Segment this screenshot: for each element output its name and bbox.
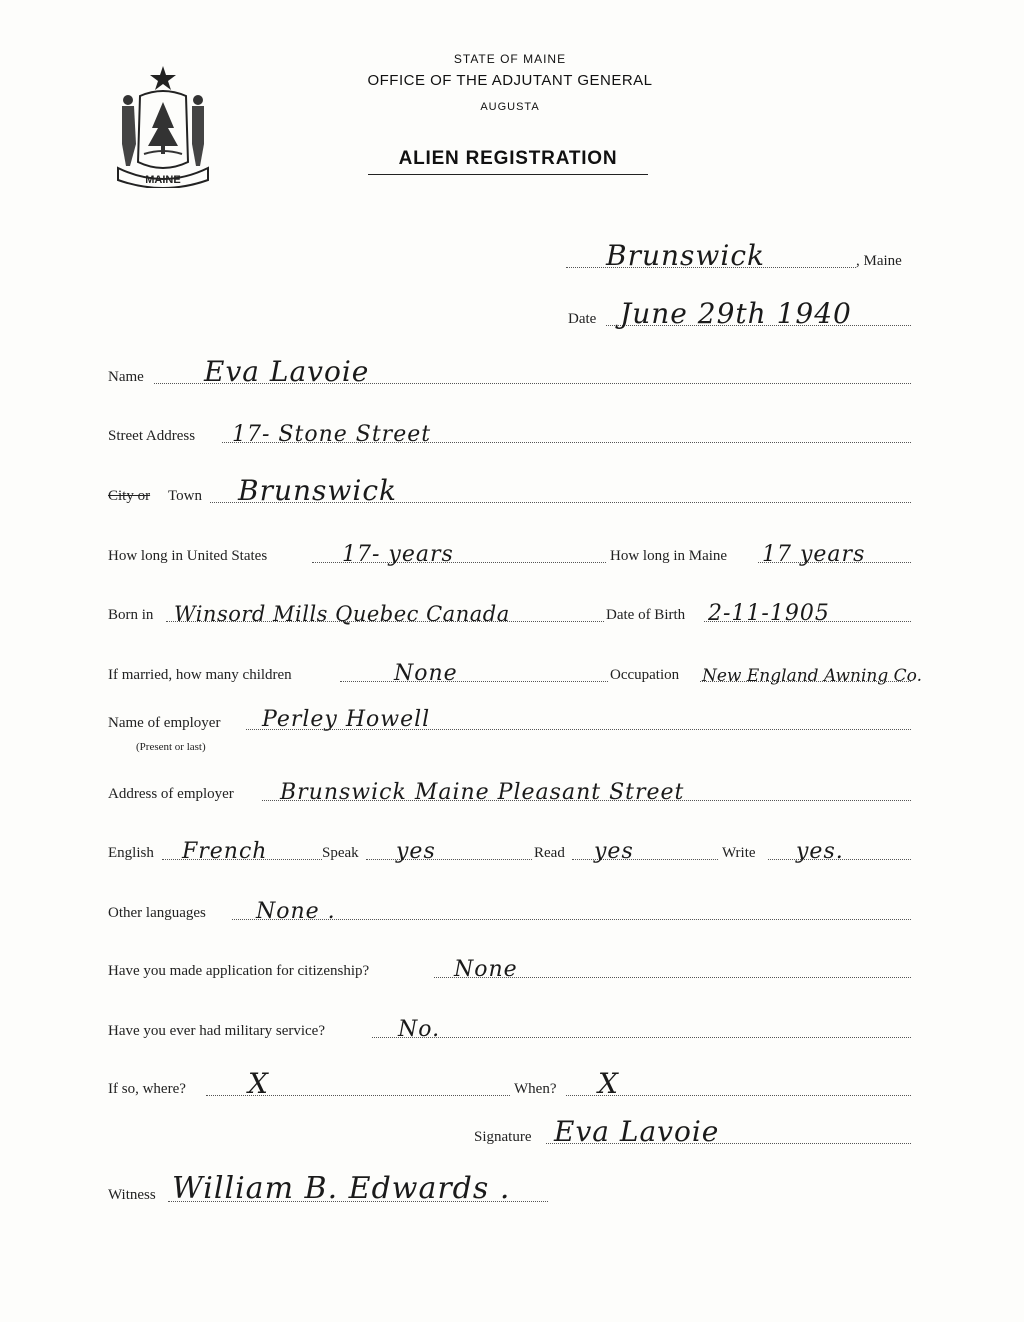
children-row [108, 646, 922, 686]
svg-text:MAINE: MAINE [145, 174, 181, 186]
when-value[interactable]: X [598, 1067, 619, 1100]
speak-value[interactable]: yes [396, 839, 436, 864]
employer-value[interactable]: Perley Howell [262, 707, 431, 732]
write-label: Write [722, 845, 756, 861]
name-row [108, 348, 911, 388]
witness-row [108, 1166, 911, 1206]
signature-value[interactable]: Eva Lavoie [554, 1115, 720, 1148]
service-row [108, 1060, 911, 1100]
signature-row [108, 1108, 911, 1148]
street-row [108, 407, 911, 447]
date-value[interactable]: June 29th 1940 [620, 297, 852, 330]
other-languages-row [108, 884, 911, 924]
dob-value[interactable]: 2-11-1905 [708, 601, 830, 626]
citizenship-value[interactable]: None [454, 957, 518, 982]
occupation-value[interactable]: New England Awning Co. [702, 666, 922, 686]
name-value[interactable]: Eva Lavoie [204, 355, 370, 388]
maine-time-value[interactable]: 17 years [762, 542, 866, 567]
residence-row [108, 527, 911, 567]
children-line [340, 681, 608, 682]
employer-row [108, 702, 911, 753]
header-city: AUGUSTA [480, 101, 540, 113]
header-state: STATE OF MAINE [453, 52, 567, 66]
town-row [108, 467, 911, 507]
military-line [372, 1037, 911, 1038]
other-languages-value[interactable]: None . [256, 899, 336, 924]
military-row [108, 1002, 911, 1042]
when-label: When? [514, 1081, 557, 1097]
street-value[interactable]: 17- Stone Street [232, 422, 432, 447]
children-label: If married, how many children [108, 667, 292, 683]
name-label: Name [108, 369, 144, 385]
street-label: Street Address [108, 428, 196, 444]
birth-row [108, 586, 911, 626]
employer-sublabel: (Present or last) [136, 741, 206, 753]
us-time-label: How long in United States [108, 548, 268, 564]
english-label: English [108, 845, 154, 861]
employer-address-row [108, 765, 911, 805]
town-value[interactable]: Brunswick [238, 474, 397, 507]
town-label-struck: City or [108, 488, 151, 504]
read-label: Read [534, 845, 565, 861]
witness-label: Witness [108, 1187, 156, 1203]
employer-address-value[interactable]: Brunswick Maine Pleasant Street [280, 780, 685, 805]
language-row [108, 824, 911, 864]
employer-address-label: Address of employer [108, 786, 234, 802]
occupation-label: Occupation [610, 667, 680, 683]
town-label: Town [168, 488, 202, 504]
witness-value[interactable]: William B. Edwards . [172, 1171, 511, 1206]
citizenship-label: Have you made application for citizenship? [108, 963, 370, 979]
born-value[interactable]: Winsord Mills Quebec Canada [174, 602, 510, 626]
where-value[interactable]: X [248, 1067, 269, 1100]
write-value[interactable]: yes. [796, 839, 844, 864]
military-value[interactable]: No. [398, 1017, 441, 1042]
form-title: ALIEN REGISTRATION [368, 148, 648, 175]
children-value[interactable]: None [394, 661, 458, 686]
dob-label: Date of Birth [606, 607, 686, 623]
where-label: If so, where? [108, 1081, 186, 1097]
maine-time-label: How long in Maine [610, 548, 728, 564]
signature-label: Signature [474, 1129, 532, 1145]
read-value[interactable]: yes [594, 839, 634, 864]
citizenship-row [108, 942, 911, 982]
place-row [108, 232, 911, 272]
born-label: Born in [108, 607, 154, 623]
speak-label: Speak [322, 845, 359, 861]
speak-line [366, 859, 532, 860]
header-office: OFFICE OF THE ADJUTANT GENERAL [367, 72, 653, 89]
date-row [108, 290, 911, 330]
military-label: Have you ever had military service? [108, 1023, 325, 1039]
place-suffix: , Maine [856, 253, 902, 269]
place-value[interactable]: Brunswick [606, 239, 765, 272]
employer-label: Name of employer [108, 715, 221, 731]
us-time-value[interactable]: 17- years [342, 542, 454, 567]
date-label: Date [568, 311, 597, 327]
other-languages-label: Other languages [108, 905, 206, 921]
english-value[interactable]: French [182, 839, 268, 864]
maine-state-seal-icon [108, 62, 218, 188]
